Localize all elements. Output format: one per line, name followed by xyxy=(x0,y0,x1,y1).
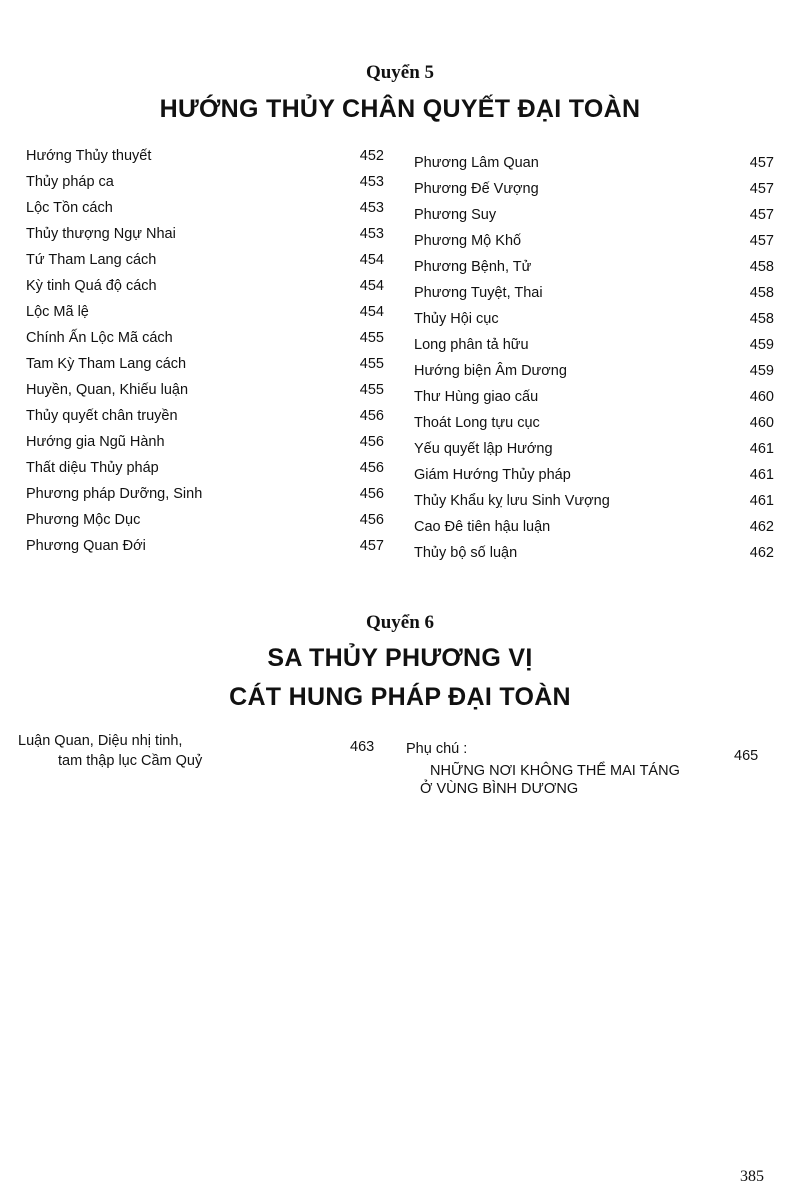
toc-entry-page: 455 xyxy=(359,330,384,346)
toc-entry-title: Hướng biện Âm Dương xyxy=(414,363,567,379)
toc-entry-title: Phương Lâm Quan xyxy=(414,155,539,171)
toc-entry-page: 456 xyxy=(359,434,384,450)
toc-entry-title: Kỳ tinh Quá độ cách xyxy=(26,278,157,294)
book6-title-line2: CÁT HUNG PHÁP ĐẠI TOÀN xyxy=(229,683,571,711)
toc-entry xyxy=(414,202,776,228)
toc-entry-page: 458 xyxy=(749,285,774,301)
toc-entry-page: 458 xyxy=(749,259,774,275)
book6-left-entry-line2: tam thập lục Cầm Quỷ xyxy=(58,753,203,769)
toc-entry xyxy=(26,221,386,247)
toc-entry xyxy=(26,143,386,169)
toc-entry-title: Yếu quyết lập Hướng xyxy=(414,441,553,457)
toc-entry-page: 457 xyxy=(749,233,774,249)
toc-entry-title: Thư Hùng giao cấu xyxy=(414,389,539,405)
toc-entry xyxy=(26,481,386,507)
toc-entry xyxy=(414,228,776,254)
toc-entry-page: 453 xyxy=(359,200,384,216)
toc-entry-page: 452 xyxy=(359,148,384,164)
toc-entry xyxy=(414,540,776,566)
toc-entry-page: 459 xyxy=(749,363,774,379)
toc-entry-page: 457 xyxy=(749,155,774,171)
toc-entry-title: Thất diệu Thủy pháp xyxy=(26,460,159,476)
book6-left-entry-page: 463 xyxy=(350,739,375,755)
toc-entry-title: Long phân tả hữu xyxy=(414,337,529,353)
book5-left-column xyxy=(26,143,386,559)
toc-entry xyxy=(26,377,386,403)
toc-entry-page: 455 xyxy=(359,356,384,372)
toc-entry xyxy=(414,488,776,514)
toc-entry-page: 456 xyxy=(359,460,384,476)
toc-entry-page: 456 xyxy=(359,486,384,502)
toc-entry-title: Thủy quyết chân truyền xyxy=(26,408,178,424)
toc-entry-title: Chính Ấn Lộc Mã cách xyxy=(26,330,173,346)
toc-entry-title: Cao Đê tiên hậu luận xyxy=(414,519,551,535)
toc-entry-page: 458 xyxy=(749,311,774,327)
toc-entry-title: Phương pháp Dưỡng, Sinh xyxy=(26,486,203,502)
toc-entry xyxy=(414,514,776,540)
toc-entry-title: Hướng Thủy thuyết xyxy=(26,148,152,164)
book6-label: Quyển 6 xyxy=(365,612,435,633)
toc-entry xyxy=(414,150,776,176)
page-number: 385 xyxy=(740,1168,764,1185)
toc-entry xyxy=(414,332,776,358)
toc-entry-title: Hướng gia Ngũ Hành xyxy=(26,434,165,450)
toc-entry xyxy=(414,176,776,202)
toc-entry-page: 457 xyxy=(359,538,384,554)
book5-label: Quyển 5 xyxy=(365,62,435,83)
toc-entry-title: Phương Quan Đới xyxy=(26,538,146,554)
toc-entry-page: 461 xyxy=(749,467,774,483)
toc-entry-title: Tứ Tham Lang cách xyxy=(26,252,157,268)
toc-entry xyxy=(26,351,386,377)
toc-entry xyxy=(26,507,386,533)
book6-note-page: 465 xyxy=(734,748,759,764)
toc-entry-title: Giám Hướng Thủy pháp xyxy=(414,467,571,483)
book6-note-line1: NHỮNG NƠI KHÔNG THỂ MAI TÁNG xyxy=(430,763,680,779)
toc-entry-title: Thủy Khẩu kỵ lưu Sinh Vượng xyxy=(414,493,610,509)
book6-left-entry-line1: Luận Quan, Diệu nhị tinh, xyxy=(18,733,183,749)
toc-entry-title: Phương Suy xyxy=(414,207,497,223)
toc-entry-page: 460 xyxy=(749,415,774,431)
toc-entry-title: Thủy bộ số luận xyxy=(414,545,518,561)
toc-entry-page: 462 xyxy=(749,545,774,561)
toc-entry-title: Phương Mộ Khố xyxy=(414,233,522,249)
toc-entry xyxy=(26,403,386,429)
toc-entry xyxy=(26,455,386,481)
toc-entry-page: 461 xyxy=(749,493,774,509)
toc-entry-page: 454 xyxy=(359,252,384,268)
toc-entry xyxy=(414,358,776,384)
toc-entry xyxy=(414,254,776,280)
toc-entry xyxy=(26,195,386,221)
toc-entry xyxy=(414,384,776,410)
book5-title: HƯỚNG THỦY CHÂN QUYẾT ĐẠI TOÀN xyxy=(159,95,641,123)
toc-entry-title: Phương Đế Vượng xyxy=(414,181,539,197)
toc-entry-title: Phương Tuyệt, Thai xyxy=(414,285,543,301)
toc-entry-title: Lộc Mã lệ xyxy=(26,304,89,320)
toc-entry xyxy=(414,410,776,436)
toc-entry xyxy=(414,280,776,306)
toc-entry-page: 457 xyxy=(749,207,774,223)
toc-entry-page: 455 xyxy=(359,382,384,398)
toc-entry xyxy=(26,169,386,195)
toc-entry-page: 460 xyxy=(749,389,774,405)
toc-entry xyxy=(26,325,386,351)
toc-entry xyxy=(414,306,776,332)
toc-entry-title: Thủy thượng Ngự Nhai xyxy=(26,226,176,242)
book6-note-prefix: Phụ chú : xyxy=(406,741,468,757)
book6-note-line2: Ở VÙNG BÌNH DƯƠNG xyxy=(420,781,579,797)
toc-entry-title: Huyền, Quan, Khiếu luận xyxy=(26,382,189,398)
toc-entry-title: Thủy Hội cục xyxy=(414,311,499,327)
toc-entry xyxy=(26,533,386,559)
toc-entry xyxy=(26,247,386,273)
toc-entry-page: 456 xyxy=(359,512,384,528)
toc-entry xyxy=(26,273,386,299)
toc-entry-page: 453 xyxy=(359,226,384,242)
book6-title-line1: SA THỦY PHƯƠNG VỊ xyxy=(267,644,533,672)
toc-entry-page: 461 xyxy=(749,441,774,457)
toc-entry-page: 456 xyxy=(359,408,384,424)
toc-entry-title: Tam Kỳ Tham Lang cách xyxy=(26,356,187,372)
toc-entry xyxy=(414,436,776,462)
toc-entry-title: Lộc Tồn cách xyxy=(26,200,113,216)
toc-entry-page: 453 xyxy=(359,174,384,190)
toc-entry xyxy=(26,429,386,455)
toc-entry xyxy=(26,299,386,325)
toc-entry-title: Thoát Long tựu cục xyxy=(414,415,540,431)
toc-entry-page: 454 xyxy=(359,304,384,320)
toc-entry-title: Phương Mộc Dục xyxy=(26,512,141,528)
toc-entry-page: 457 xyxy=(749,181,774,197)
toc-entry-title: Phương Bệnh, Tử xyxy=(414,259,532,275)
toc-entry-page: 462 xyxy=(749,519,774,535)
toc-entry-page: 459 xyxy=(749,337,774,353)
toc-entry-page: 454 xyxy=(359,278,384,294)
toc-entry-title: Thủy pháp ca xyxy=(26,174,114,190)
toc-entry xyxy=(414,462,776,488)
book5-right-column xyxy=(414,150,776,566)
